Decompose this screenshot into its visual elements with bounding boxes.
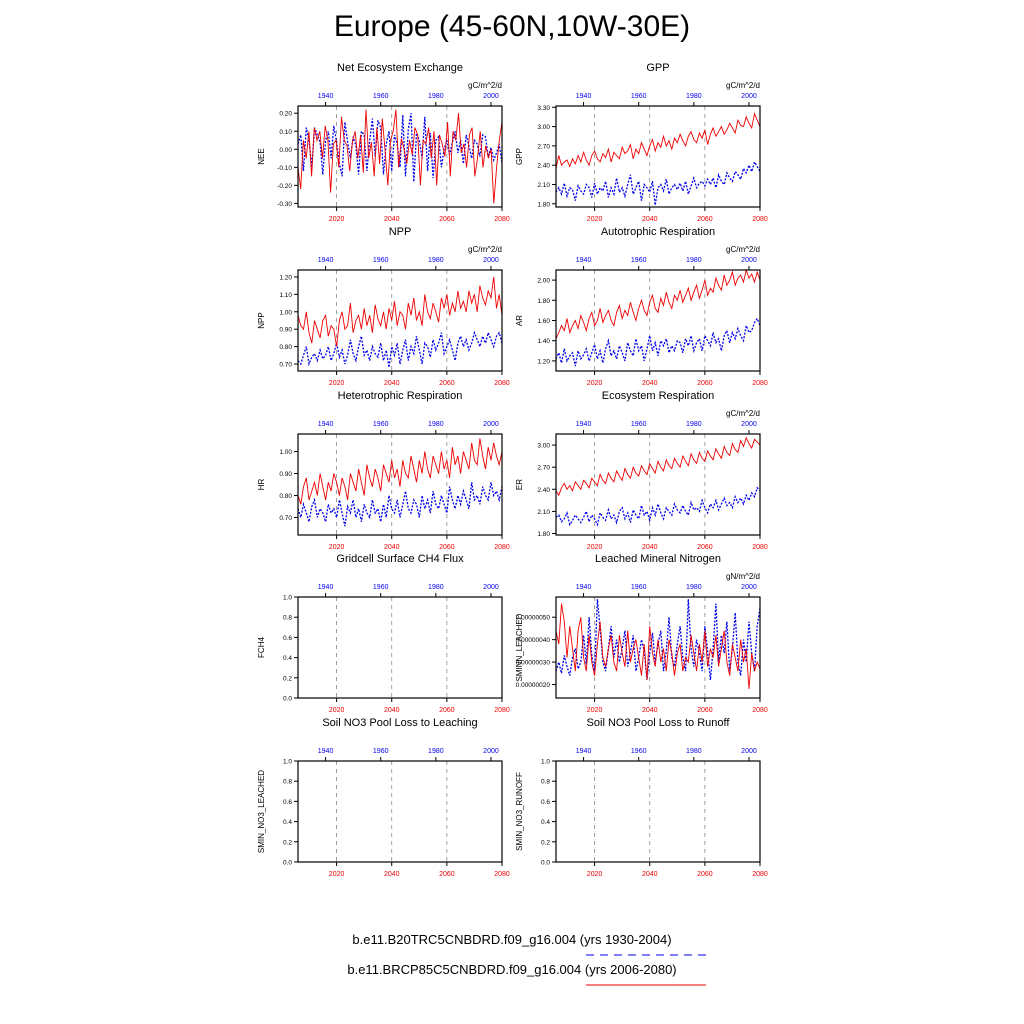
plot-8-top-tick-label: 1980 <box>686 584 702 591</box>
plot-7-bottom-tick-label: 2060 <box>439 707 455 714</box>
plot-2-y-tick-label: 1.80 <box>537 201 550 209</box>
plot-2-units: gC/m^2/d <box>726 81 760 90</box>
plot-6-future-line <box>556 438 760 496</box>
plot-5-y-tick-label: 0.90 <box>279 471 292 479</box>
plot-3-y-tick-label: 1.20 <box>279 274 292 282</box>
plot-7-y-tick-label: 1.0 <box>282 594 292 602</box>
plot-7-frame <box>298 597 502 698</box>
plot-8-y-tick-label: 0.00000040 <box>515 637 550 645</box>
plot-10-top-tick-label: 2000 <box>741 748 757 755</box>
plot-4-ylabel: AR <box>515 314 524 327</box>
plot-6-y-tick-label: 2.10 <box>537 508 550 516</box>
plot-2-y-tick-label: 3.30 <box>537 104 550 112</box>
plot-9-frame <box>298 761 502 862</box>
plot-7-y-tick-label: 0.8 <box>282 614 292 622</box>
plot-2-y-tick-label: 2.10 <box>537 181 550 189</box>
plot-10-bottom-tick-label: 2060 <box>697 871 713 878</box>
plot-3-title: NPP <box>388 226 412 238</box>
plot-10-frame <box>556 761 760 862</box>
plot-3-y-tick-label: 0.80 <box>279 344 292 352</box>
plot-6-ylabel: ER <box>515 478 524 491</box>
plot-9-y-tick-label: 1.0 <box>282 758 292 766</box>
plot-2-top-tick-label: 2000 <box>741 93 757 100</box>
plot-2-bottom-tick-label: 2060 <box>697 216 713 223</box>
plot-4-bottom-tick-label: 2040 <box>641 380 658 387</box>
plot-6-historical-line <box>556 488 760 525</box>
plot-4-bottom-tick-label: 2060 <box>697 380 713 387</box>
plot-1-top-tick-label: 1940 <box>317 93 334 100</box>
plot-9-title: Soil NO3 Pool Loss to Leaching <box>322 717 478 729</box>
plot-4-future-line <box>556 270 760 339</box>
plot-9-top-tick-label: 2000 <box>483 748 499 755</box>
plot-7-ylabel: FCH4 <box>257 637 266 658</box>
plot-6-y-tick-label: 2.40 <box>537 486 550 494</box>
plot-4-y-tick-label: 1.60 <box>537 318 550 325</box>
plot-1-y-tick-label: 0.20 <box>279 110 292 118</box>
plot-9-y-tick-label: 0.8 <box>282 778 292 786</box>
plot-6-bottom-tick-label: 2080 <box>752 544 768 551</box>
plot-5-ylabel: HR <box>257 478 266 491</box>
plot-8-title: Leached Mineral Nitrogen <box>595 553 721 565</box>
plot-9-y-tick-label: 0.4 <box>282 819 292 827</box>
plot-6-y-tick-label: 1.80 <box>537 531 550 539</box>
plot-4-y-tick-label: 1.20 <box>537 358 550 366</box>
plot-8-frame <box>556 597 760 698</box>
plot-3-historical-line <box>298 333 502 368</box>
plot-2-bottom-tick-label: 2080 <box>752 216 768 223</box>
plot-2-bottom-tick-label: 2040 <box>641 216 658 223</box>
plot-1-y-tick-label: -0.30 <box>277 200 292 208</box>
plot-9-bottom-tick-label: 2080 <box>494 871 510 878</box>
plot-3-units: gC/m^2/d <box>468 245 502 254</box>
plot-10-bottom-tick-label: 2020 <box>586 871 603 878</box>
plot-5-y-tick-label: 0.80 <box>279 492 292 500</box>
plot-10-y-tick-label: 0.2 <box>540 839 550 847</box>
plot-1-y-tick-label: -0.20 <box>277 182 292 190</box>
plot-1-top-tick-label: 1980 <box>428 93 444 100</box>
plot-10-top-tick-label: 1960 <box>630 748 647 755</box>
plot-2-top-tick-label: 1940 <box>575 93 592 100</box>
plot-8-y-tick-label: 0.00000030 <box>515 659 550 667</box>
plot-9-top-tick-label: 1940 <box>317 748 334 755</box>
plot-2-top-tick-label: 1960 <box>630 93 647 100</box>
legend-future-label: b.e11.BRCP85C5CNBDRD.f09_g16.004 (yrs 2006-2080) <box>347 962 677 977</box>
plot-6-top-tick-label: 2000 <box>741 421 757 428</box>
plot-7-bottom-tick-label: 2040 <box>383 707 400 714</box>
plot-1-title: Net Ecosystem Exchange <box>337 62 463 74</box>
plot-4-y-tick-label: 1.40 <box>537 338 550 346</box>
plot-4-top-tick-label: 1940 <box>575 257 592 264</box>
plot-8-top-tick-label: 1960 <box>630 584 647 591</box>
plot-8-y-tick-label: 0.00000020 <box>515 682 550 690</box>
plot-6-top-tick-label: 1940 <box>575 421 592 428</box>
plot-2-y-tick-label: 2.70 <box>537 143 550 151</box>
plot-3-y-tick-label: 1.00 <box>279 309 292 317</box>
plot-9-top-tick-label: 1980 <box>428 748 444 755</box>
plot-8-top-tick-label: 1940 <box>575 584 592 591</box>
plot-3-ylabel: NPP <box>257 312 266 329</box>
plot-9-y-tick-label: 0.6 <box>282 798 292 806</box>
plot-5-bottom-tick-label: 2080 <box>494 544 510 551</box>
plot-1-bottom-tick-label: 2040 <box>383 216 400 223</box>
plot-10-title: Soil NO3 Pool Loss to Runoff <box>586 717 730 729</box>
plot-10-top-tick-label: 1980 <box>686 748 702 755</box>
plot-1-y-tick-label: 0.10 <box>279 128 292 136</box>
plot-10-y-tick-label: 0.4 <box>540 819 550 827</box>
plot-3-top-tick-label: 1940 <box>317 257 334 264</box>
plot-2-title: GPP <box>646 62 670 74</box>
plot-6-y-tick-label: 3.00 <box>537 442 550 450</box>
plot-3-top-tick-label: 1980 <box>428 257 444 264</box>
legend-historical-label: b.e11.B20TRC5CNBDRD.f09_g16.004 (yrs 1930-2004) <box>352 932 672 947</box>
plot-7-top-tick-label: 1960 <box>372 584 389 591</box>
plot-7-y-tick-label: 0.0 <box>282 695 292 703</box>
plot-6-bottom-tick-label: 2020 <box>586 544 603 551</box>
plot-5-top-tick-label: 2000 <box>483 421 499 428</box>
plot-10-y-tick-label: 0.8 <box>540 778 550 786</box>
plot-5-top-tick-label: 1980 <box>428 421 444 428</box>
plot-4-units: gC/m^2/d <box>726 245 760 254</box>
plot-7-top-tick-label: 1940 <box>317 584 334 591</box>
plot-7-top-tick-label: 2000 <box>483 584 499 591</box>
plot-9-top-tick-label: 1960 <box>372 748 389 755</box>
plot-10-bottom-tick-label: 2080 <box>752 871 768 878</box>
plot-6-units: gC/m^2/d <box>726 409 760 418</box>
plot-1-top-tick-label: 1960 <box>372 93 389 100</box>
plot-3-frame <box>298 270 502 371</box>
plot-5-bottom-tick-label: 2020 <box>328 544 345 551</box>
plot-1-units: gC/m^2/d <box>468 81 502 90</box>
plot-2-y-tick-label: 3.00 <box>537 124 550 132</box>
plot-9-y-tick-label: 0.0 <box>282 859 292 867</box>
plot-1-bottom-tick-label: 2060 <box>439 216 455 223</box>
plot-10-bottom-tick-label: 2040 <box>641 871 658 878</box>
plot-1-top-tick-label: 2000 <box>483 93 499 100</box>
plot-4-top-tick-label: 1980 <box>686 257 702 264</box>
plot-3-y-tick-label: 0.90 <box>279 326 292 334</box>
plot-1-bottom-tick-label: 2020 <box>328 216 345 223</box>
plot-2-y-tick-label: 2.40 <box>537 162 550 170</box>
plot-6-bottom-tick-label: 2060 <box>697 544 713 551</box>
plot-10-top-tick-label: 1940 <box>575 748 592 755</box>
plot-10-y-tick-label: 0.6 <box>540 798 550 806</box>
plot-3-top-tick-label: 2000 <box>483 257 499 264</box>
plot-1-bottom-tick-label: 2080 <box>494 216 510 223</box>
plot-9-bottom-tick-label: 2040 <box>383 871 400 878</box>
plot-8-y-tick-label: 0.00000050 <box>515 614 550 622</box>
plot-5-future-line <box>298 438 502 504</box>
plot-4-title: Autotrophic Respiration <box>600 226 716 238</box>
plot-4-top-tick-label: 2000 <box>741 257 757 264</box>
plot-7-bottom-tick-label: 2080 <box>494 707 510 714</box>
plot-10-y-tick-label: 1.0 <box>540 758 550 766</box>
plot-6-top-tick-label: 1960 <box>630 421 647 428</box>
plot-1-ylabel: NEE <box>257 148 266 165</box>
plot-3-y-tick-label: 1.10 <box>279 291 292 299</box>
plot-3-bottom-tick-label: 2060 <box>439 380 455 387</box>
plot-7-y-tick-label: 0.4 <box>282 655 292 663</box>
main-title: Europe (45-60N,10W-30E) <box>333 10 691 43</box>
plot-5-historical-line <box>298 482 502 526</box>
plot-6-y-tick-label: 2.70 <box>537 464 550 472</box>
plot-2-frame <box>556 106 760 207</box>
plot-1-y-tick-label: -0.10 <box>277 164 292 172</box>
plot-8-bottom-tick-label: 2080 <box>752 707 768 714</box>
plot-10-ylabel: SMIN_NO3_RUNOFF <box>515 772 524 851</box>
plot-9-bottom-tick-label: 2060 <box>439 871 455 878</box>
plot-4-y-tick-label: 1.80 <box>537 297 550 305</box>
plot-3-bottom-tick-label: 2080 <box>494 380 510 387</box>
plot-8-future-line <box>556 604 760 689</box>
plot-10-y-tick-label: 0.0 <box>540 859 550 867</box>
plot-9-ylabel: SMIN_NO3_LEACHED <box>257 769 266 854</box>
plot-5-y-tick-label: 0.70 <box>279 514 292 522</box>
plot-9-bottom-tick-label: 2020 <box>328 871 345 878</box>
plot-3-future-line <box>298 277 502 347</box>
plot-6-bottom-tick-label: 2040 <box>641 544 658 551</box>
plot-4-y-tick-label: 2.00 <box>537 277 550 285</box>
plot-7-y-tick-label: 0.6 <box>282 634 292 642</box>
plot-5-bottom-tick-label: 2040 <box>383 544 400 551</box>
plot-2-historical-line <box>556 162 760 205</box>
plot-5-y-tick-label: 1.00 <box>279 449 292 457</box>
plot-8-top-tick-label: 2000 <box>741 584 757 591</box>
plot-8-bottom-tick-label: 2060 <box>697 707 713 714</box>
plot-2-future-line <box>556 114 760 169</box>
plot-3-top-tick-label: 1960 <box>372 257 389 264</box>
plot-5-bottom-tick-label: 2060 <box>439 544 455 551</box>
plot-8-bottom-tick-label: 2020 <box>586 707 603 714</box>
plot-5-top-tick-label: 1940 <box>317 421 334 428</box>
plot-7-top-tick-label: 1980 <box>428 584 444 591</box>
plot-2-bottom-tick-label: 2020 <box>586 216 603 223</box>
plot-8-bottom-tick-label: 2040 <box>641 707 658 714</box>
plot-7-title: Gridcell Surface CH4 Flux <box>336 553 464 565</box>
plot-5-title: Heterotrophic Respiration <box>337 390 463 402</box>
plot-2-top-tick-label: 1980 <box>686 93 702 100</box>
plot-1-y-tick-label: 0.00 <box>279 146 292 154</box>
plot-4-historical-line <box>556 319 760 367</box>
plot-2-ylabel: GPP <box>515 148 524 165</box>
plot-6-title: Ecosystem Respiration <box>601 390 715 402</box>
plot-8-ylabel: SMINN_LEACHED <box>515 613 524 682</box>
plot-4-bottom-tick-label: 2020 <box>586 380 603 387</box>
plot-3-bottom-tick-label: 2040 <box>383 380 400 387</box>
plot-8-units: gN/m^2/d <box>726 572 760 581</box>
plot-4-bottom-tick-label: 2080 <box>752 380 768 387</box>
plot-3-bottom-tick-label: 2020 <box>328 380 345 387</box>
plot-7-bottom-tick-label: 2020 <box>328 707 345 714</box>
plot-7-y-tick-label: 0.2 <box>282 675 292 683</box>
plot-6-top-tick-label: 1980 <box>686 421 702 428</box>
plot-3-y-tick-label: 0.70 <box>279 361 292 369</box>
plot-9-y-tick-label: 0.2 <box>282 839 292 847</box>
plot-5-top-tick-label: 1960 <box>372 421 389 428</box>
plot-4-top-tick-label: 1960 <box>630 257 647 264</box>
